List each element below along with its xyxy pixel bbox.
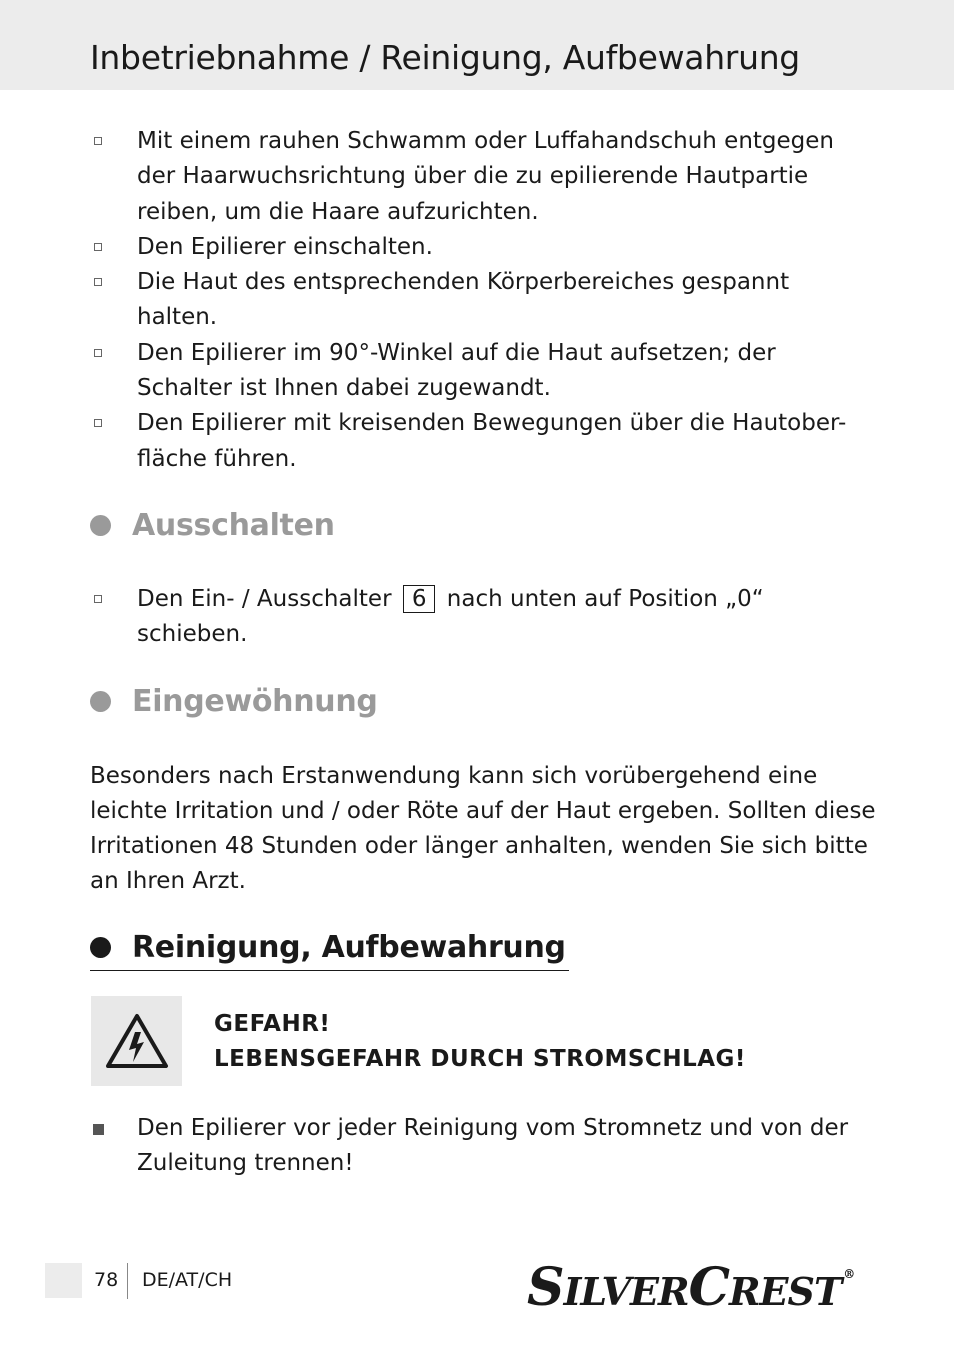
section-heading-reinigung: Reinigung, Aufbewahrung [90, 930, 566, 965]
section-heading-eingewoehnung: Eingewöhnung [90, 684, 378, 719]
bullet-dot-icon [90, 937, 111, 958]
high-voltage-warning-icon [104, 1012, 170, 1070]
checkbox-bullet-icon [94, 278, 102, 286]
list-item: Die Haut des entsprechenden Körperbereiches gespannt halten. [90, 265, 870, 336]
list-item: Den Epilierer mit kreisenden Bewegungen über die Hautober- fläche führen. [90, 406, 870, 477]
warning-box [91, 996, 182, 1086]
checkbox-bullet-icon [94, 595, 102, 603]
page-title: Inbetriebnahme / Reinigung, Aufbewahrung [90, 38, 800, 77]
list-item: Den Epilierer im 90°-Winkel auf die Haut aufsetzen; der Schalter ist Ihnen dabei zugewandt. [90, 336, 870, 407]
list-item: Den Epilierer vor jeder Reinigung vom Stromnetz und von der Zuleitung trennen! [90, 1111, 870, 1182]
page-number: 78 [94, 1269, 119, 1291]
bullet-dot-icon [90, 691, 111, 712]
heading-underline [90, 970, 569, 971]
footer-gray-box [45, 1263, 82, 1298]
footer-region: DE/AT/CH [142, 1269, 233, 1291]
section-heading-ausschalten: Ausschalten [90, 508, 335, 543]
checkbox-bullet-icon [94, 137, 102, 145]
reinigung-list [90, 1111, 870, 1182]
square-bullet-icon [93, 1124, 104, 1135]
eingewoehnung-paragraph: Besonders nach Erstanwendung kann sich vorübergehend eine leichte Irritation und / oder Röte auf der Haut ergeben. Sollten diese Irritationen 48 Stunden oder länger anhalten, wenden Sie sich bitte an Ihren Arzt. [90, 763, 876, 894]
list-item: Den Ein- / Ausschalter 6 nach unten auf Position „0“ schieben. [90, 582, 870, 653]
footer-divider [127, 1263, 128, 1299]
silvercrest-logo: SILVERCREST ® [527, 1257, 855, 1318]
checkbox-bullet-icon [94, 349, 102, 357]
intro-list [90, 124, 870, 477]
list-item: Mit einem rauhen Schwamm oder Luffahandschuh entgegen der Haarwuchsrichtung über die zu epilierende Hautpartie reiben, um die Haare aufzurichten. [90, 124, 870, 230]
list-item: Den Epilierer einschalten. [90, 230, 870, 265]
warning-text: GEFAHR! LEBENSGEFAHR DURCH STROMSCHLAG! [214, 1011, 746, 1072]
checkbox-bullet-icon [94, 419, 102, 427]
checkbox-bullet-icon [94, 243, 102, 251]
part-reference-box: 6 [403, 585, 436, 613]
ausschalten-list [90, 582, 870, 653]
bullet-dot-icon [90, 515, 111, 536]
